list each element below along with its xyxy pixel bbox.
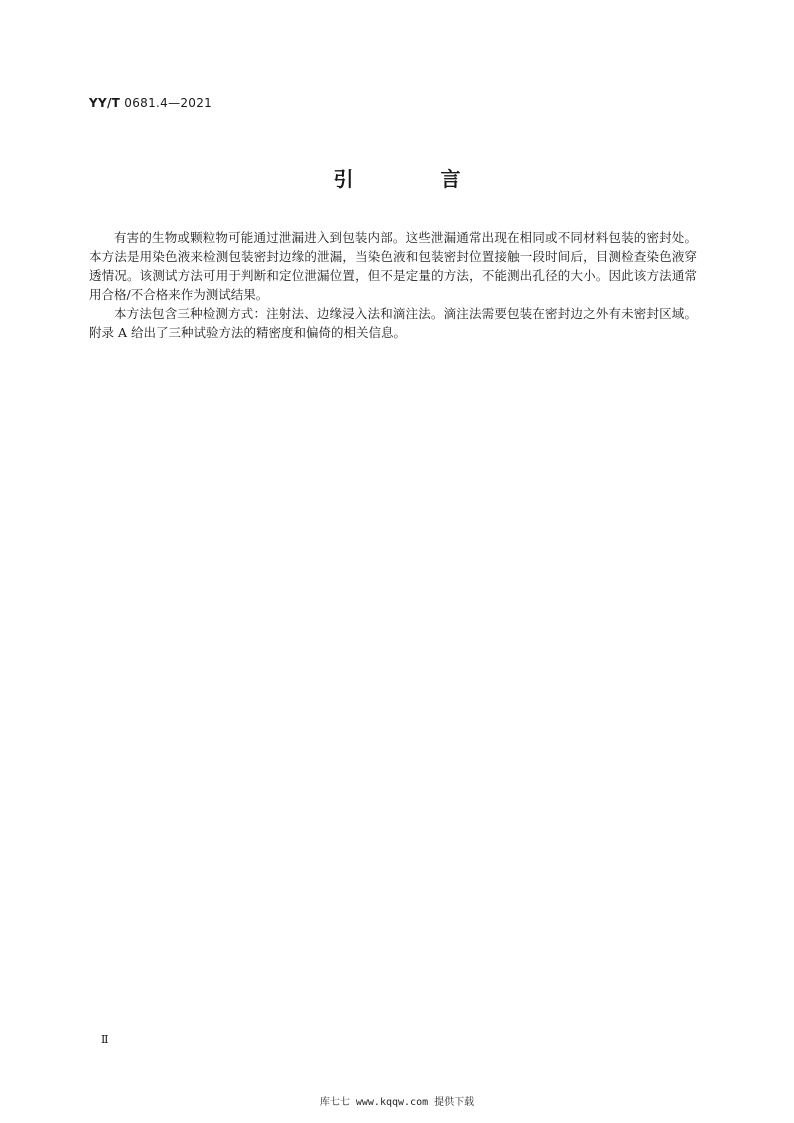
introduction-body bbox=[89, 228, 697, 342]
download-watermark: 库七七 www.kqqw.com 提供下载 bbox=[319, 1097, 475, 1108]
standard-code bbox=[89, 96, 212, 110]
paragraph-2: 本方法包含三种检测方式：注射法、边缘浸入法和滴注法。滴注法需要包装在密封边之外有未密封区域。附录 A 给出了三种试验方法的精密度和偏倚的相关信息。 bbox=[89, 306, 697, 340]
standard-prefix: YY/T bbox=[89, 96, 121, 110]
page-title: 引 言 bbox=[333, 167, 501, 191]
paragraph-1: 有害的生物或颗粒物可能通过泄漏进入到包装内部。这些泄漏通常出现在相同或不同材料包装的密封处。本方法是用染色液来检测包装密封边缘的泄漏，当染色液和包装密封位置接触一段时间后，目测检查染色液穿透情况。该测试方法可用于判断和定位泄漏位置，但不是定量的方法，不能测出孔径的大小。因此该方法通常用合格/不合格来作为测试结果。 bbox=[89, 230, 697, 302]
standard-number: 0681.4—2021 bbox=[124, 96, 213, 110]
page-number: Ⅱ bbox=[101, 1033, 109, 1046]
